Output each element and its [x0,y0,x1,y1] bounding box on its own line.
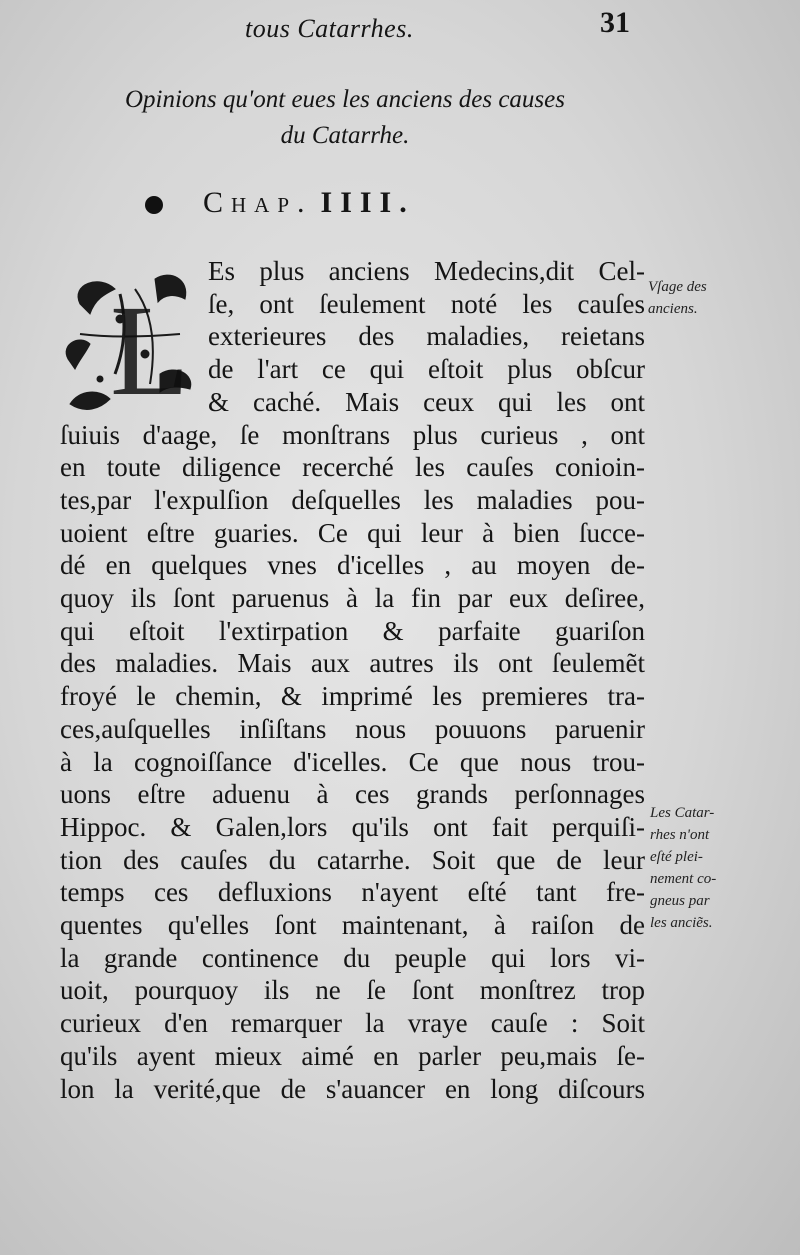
margin-note-line: Les Catar- [650,805,715,821]
margin-note-line: anciens. [648,301,698,317]
margin-note-line: rhes n'ont [650,827,710,843]
text-line: la grande continence du peuple qui lors vi- [60,942,645,973]
subtitle-line: du Catarrhe. [280,122,410,149]
chapter-label: Chap. [203,186,313,219]
text-line: lon la verité,que de s'auancer en long diſcours [60,1073,645,1104]
subtitle-line: Opinions qu'ont eues les anciens des causes [124,86,565,113]
text-line: qu'ils ayent mieux aimé en parler peu,mais ſe- [60,1040,645,1071]
margin-note [648,276,768,320]
text-line: froyé le chemin, & imprimé les premieres tra- [60,681,645,712]
page-number: 31 [600,6,630,39]
text-line: curieux d'en remarquer la vraye cauſe : Soit [60,1008,645,1039]
text-line: qui eſtoit l'extirpation & parfaite guariſon [60,615,645,646]
text-line: quentes qu'elles ſont maintenant, à raiſon de [60,910,645,941]
text-line: ſe, ont ſeulement noté les cauſes [208,288,645,319]
text-line: uoient eſtre guaries. Ce qui leur à bien ſucce- [60,517,645,548]
margin-note-line: nement co- [650,871,717,887]
text-line: Hippoc. & Galen,lors qu'ils ont fait perquiſi- [60,811,645,842]
text-line: ſuiuis d'aage, ſe monſtrans plus curieus , ont [60,419,645,450]
text-line: tes,par l'expulſion deſquelles les maladies pou- [60,484,645,515]
text-line: tion des cauſes du catarrhe. Soit que de leur [60,844,645,875]
margin-note-line: gneus par [650,893,710,909]
running-head: tous Catarrhes. [245,14,414,43]
text-line: exterieures des maladies, reietans [208,321,645,352]
margin-note-line: eſté plei- [650,849,703,865]
text-line: de l'art ce qui eſtoit plus obſcur [208,354,645,385]
text-line: ces,auſquelles inſiſtans nous pouuons paruenir [60,713,645,744]
text-line: à la cognoiſſance d'icelles. Ce que nous trou- [60,746,645,777]
chapter-number: IIII. [320,186,415,219]
margin-note-line: les anciẽs. [650,915,713,931]
text-line: temps ces defluxions n'ayent eſté tant fre- [60,877,645,908]
text-line: uons eſtre aduenu à ces grands perſonnages [60,779,645,810]
body-text [60,255,645,1105]
drop-cap-letter: L [110,279,190,420]
text-line: Es plus anciens Medecins,dit Cel- [208,256,645,286]
text-line: uoit, pourquoy ils ne ſe ſont monſtrez trop [60,975,645,1006]
text-line: des maladies. Mais aux autres ils ont ſeulemẽt [60,648,645,679]
chapter-heading [145,186,415,220]
text-line: dé en quelques vnes d'icelles , au moyen de- [60,550,645,581]
chapter-subtitle [100,82,590,154]
text-line: quoy ils ſont paruenus à la fin par eux deſiree, [60,583,645,614]
text-line: en toute diligence recerché les cauſes conioin- [60,452,645,483]
printer-ornament-icon [145,196,163,214]
text-line: & caché. Mais ceux qui les ont [208,386,645,417]
margin-note-line: Vſage des [648,279,707,295]
margin-note [650,802,762,934]
